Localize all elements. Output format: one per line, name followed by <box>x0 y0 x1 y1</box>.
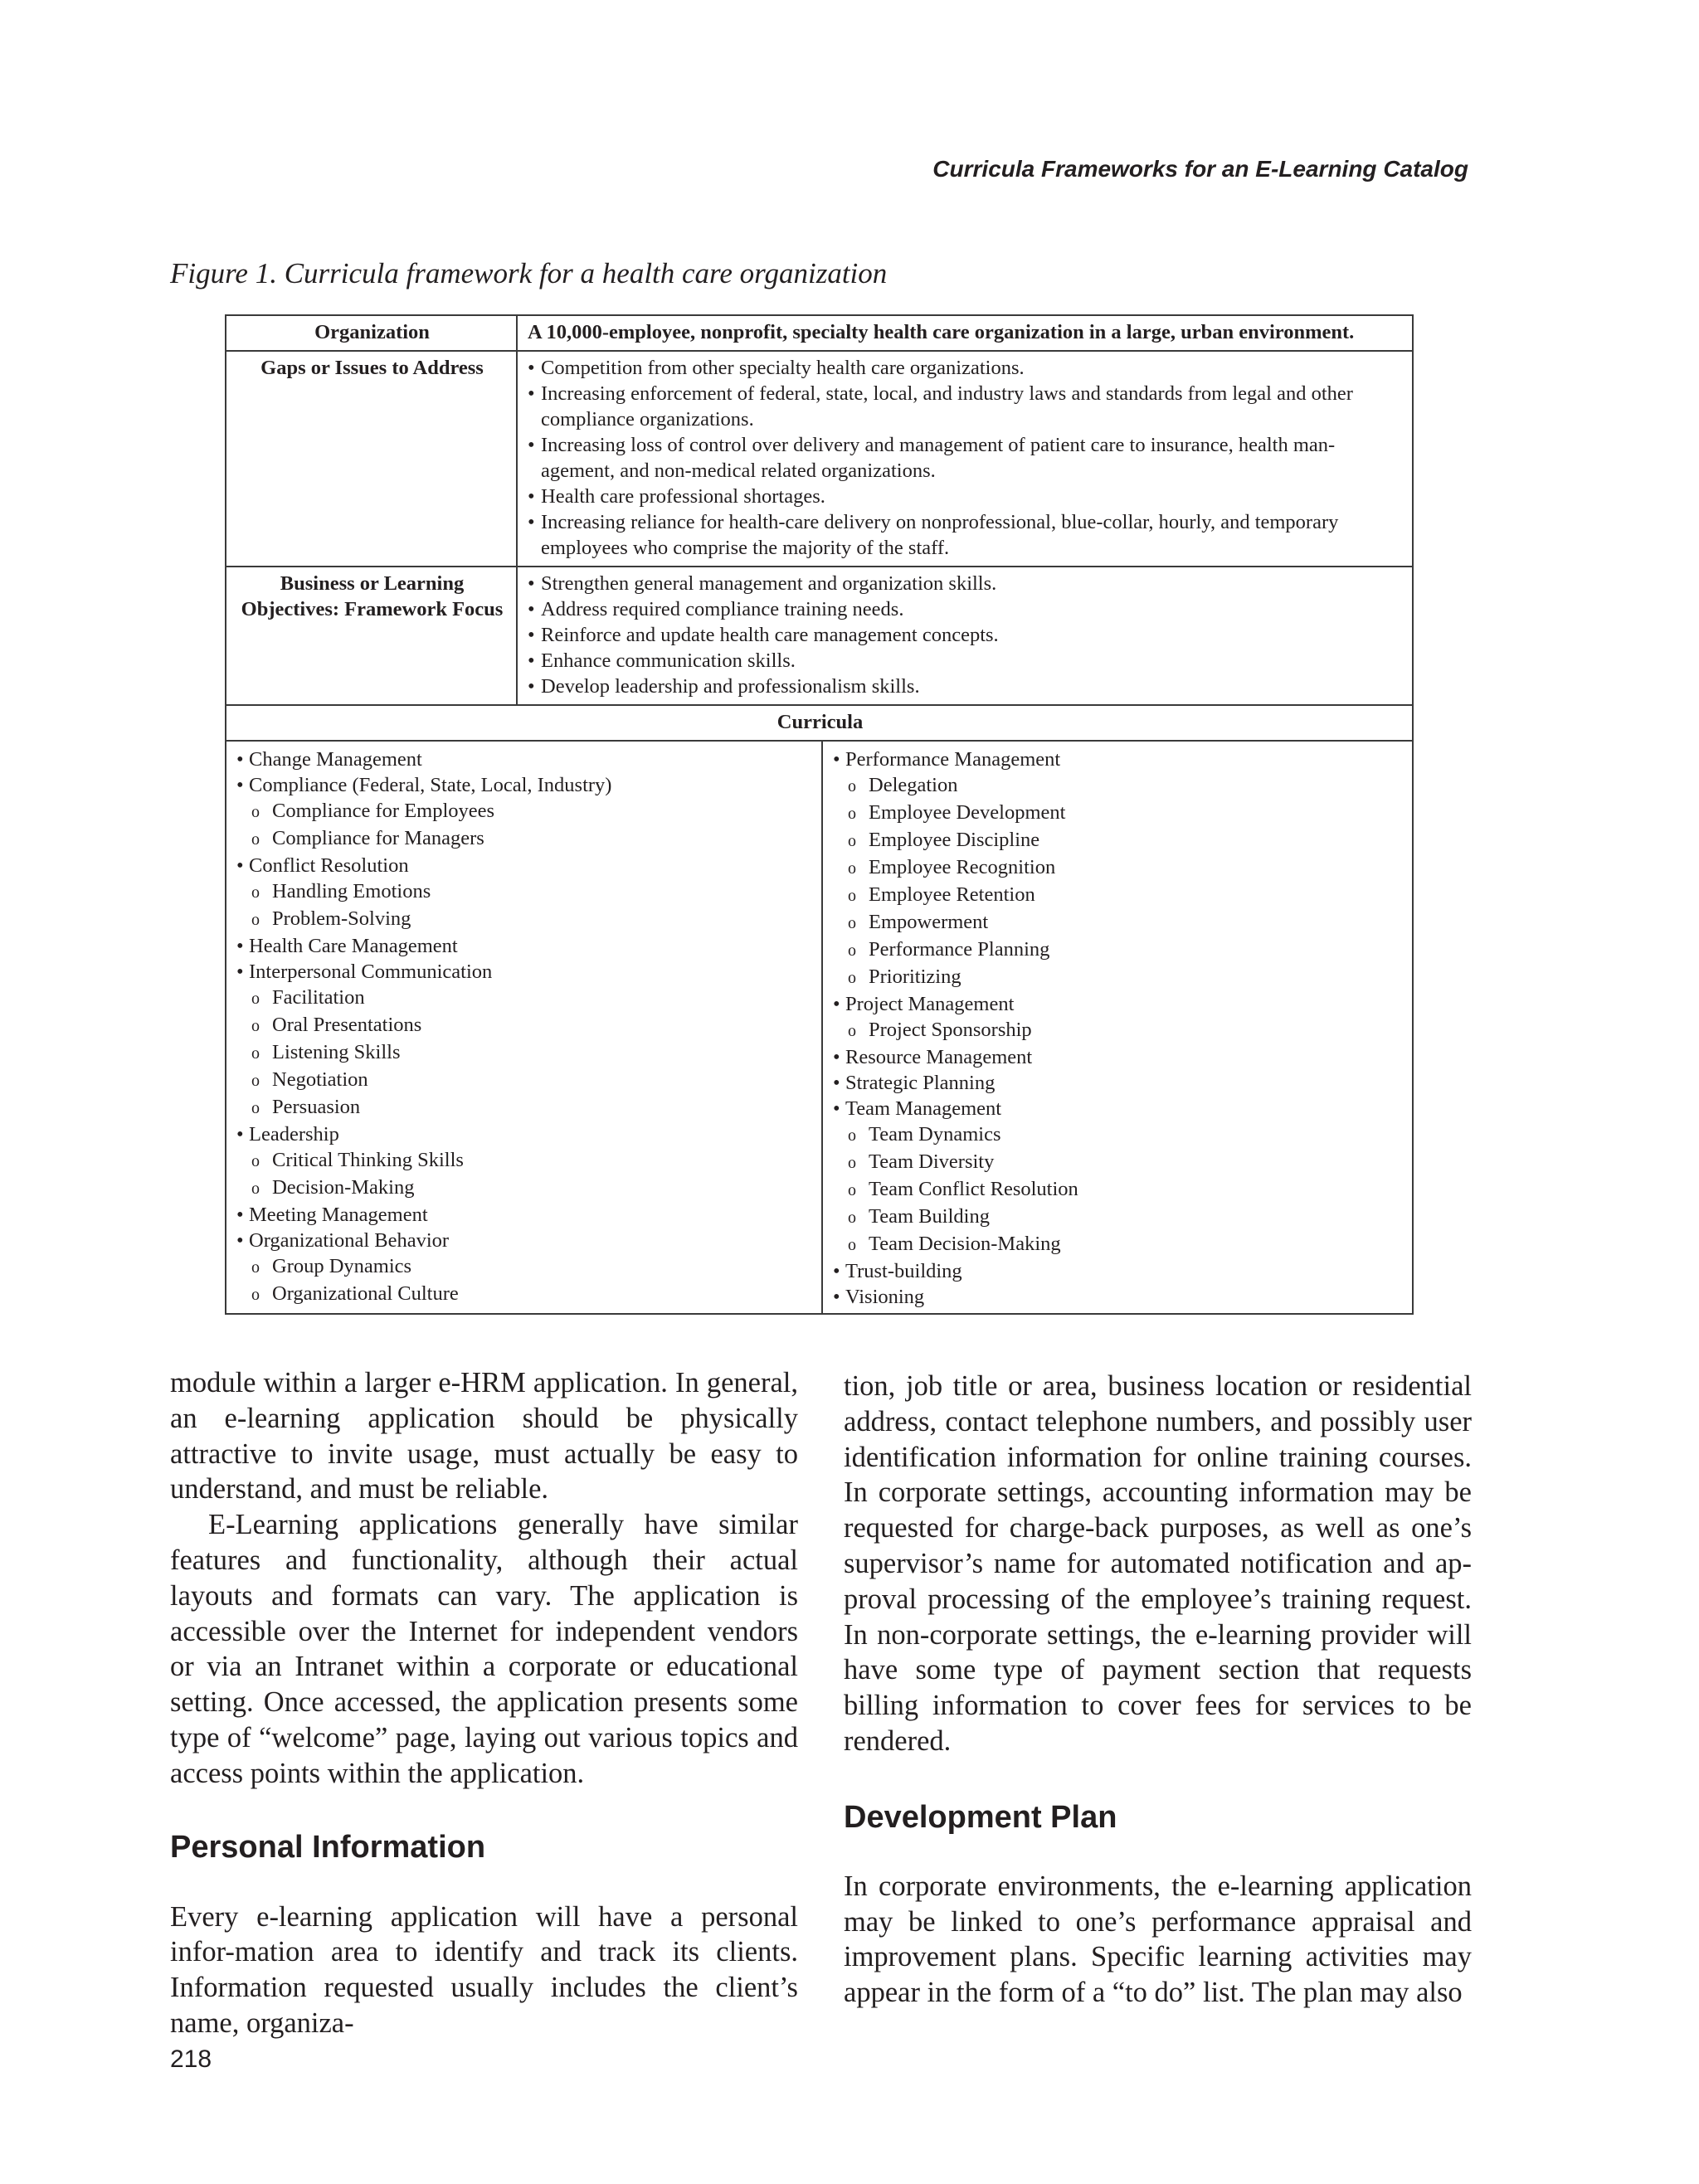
curricula-item-label: Group Dynamics <box>272 1255 412 1277</box>
figure-caption: Figure 1. Curricula framework for a health care organization <box>170 257 888 289</box>
curricula-left-list <box>236 747 813 1308</box>
curricula-item <box>833 1044 1404 1070</box>
curricula-item <box>236 985 813 1012</box>
curricula-item-label: Organizational Culture <box>272 1282 459 1305</box>
curricula-item-label: Change Management <box>249 748 422 771</box>
body-paragraph: Every e-learning application will have a personal infor-mation area to identify and track its clients. Information requested usually includes the client’s name, organiza- <box>170 1900 798 2039</box>
body-paragraph: E-Learning applications generally have similar features and functionality, although their actual layouts and formats can vary. The application is accessible over the Internet for independent vendors or via an Intranet within a corporate or educational setting. Once accessed, the application presents some type of “welcome” page, laying out various topics and access points within the application. <box>170 1509 798 1789</box>
curricula-item-label: Performance Management <box>845 748 1061 771</box>
gaps-list <box>528 355 1404 561</box>
body-paragraph: In corporate environments, the e-learning application may be linked to one’s performance appraisal and improvement plans. Specific learning activities may appear in the form of a “to do” list. The plan may also <box>844 1870 1472 2009</box>
gaps-label: Gaps or Issues to Address <box>226 351 517 567</box>
curricula-item-label: Handling Emotions <box>272 880 431 902</box>
curricula-item-label: Health Care Management <box>249 935 458 957</box>
curricula-item <box>236 1253 813 1281</box>
curricula-item-label: Leadership <box>249 1123 339 1146</box>
list-item: • Develop leadership and professionalism skills. <box>528 674 1404 699</box>
curricula-item <box>833 909 1404 936</box>
curricula-item-label: Conflict Resolution <box>249 854 409 877</box>
curricula-item-label: Employee Development <box>869 801 1066 824</box>
list-item: • Health care professional shortages. <box>528 484 1404 509</box>
curricula-item-label: Problem-Solving <box>272 907 411 930</box>
curricula-item-label: Team Building <box>869 1205 990 1228</box>
curricula-item <box>833 991 1404 1017</box>
curricula-header: Curricula <box>226 705 1413 741</box>
list-item: • Competition from other specialty health care organizations. <box>528 355 1404 381</box>
curricula-item <box>833 1284 1404 1310</box>
objectives-label: Business or Learning Objectives: Framework Focus <box>226 567 517 705</box>
running-head: Curricula Frameworks for an E-Learning Catalog <box>932 156 1468 182</box>
curricula-item-label: Compliance for Employees <box>272 800 495 822</box>
list-item: • Enhance communication skills. <box>528 648 1404 674</box>
curricula-item <box>236 772 813 798</box>
curricula-item-label: Meeting Management <box>249 1204 428 1226</box>
curricula-item-label: Decision-Making <box>272 1176 415 1199</box>
section-heading-personal-information: Personal Information <box>170 1829 486 1865</box>
list-item: • Address required compliance training needs. <box>528 596 1404 622</box>
list-item: • Strengthen general management and organization skills. <box>528 571 1404 596</box>
curricula-item-label: Resource Management <box>845 1046 1033 1068</box>
curricula-item-label: Team Dynamics <box>869 1123 1001 1146</box>
curricula-item-label: Delegation <box>869 774 958 796</box>
curricula-item <box>833 964 1404 991</box>
curricula-item <box>236 1067 813 1094</box>
body-left-column <box>170 1365 798 2041</box>
curricula-item-label: Trust-building <box>845 1260 962 1282</box>
curricula-item-label: Empowerment <box>869 911 989 933</box>
curricula-item-label: Persuasion <box>272 1096 361 1118</box>
curricula-item-label: Team Conflict Resolution <box>869 1178 1078 1200</box>
curricula-item-label: Team Diversity <box>869 1150 995 1173</box>
curricula-item <box>833 1017 1404 1044</box>
curricula-item <box>236 1228 813 1253</box>
curricula-item <box>833 827 1404 854</box>
curricula-item-label: Facilitation <box>272 986 365 1009</box>
curricula-item <box>236 853 813 878</box>
curricula-item <box>833 1096 1404 1121</box>
curricula-item <box>236 1202 813 1228</box>
curricula-item-label: Compliance (Federal, State, Local, Industry) <box>249 774 612 796</box>
curricula-framework-table <box>225 314 1414 1315</box>
curricula-item-label: Employee Recognition <box>869 856 1056 878</box>
organization-row <box>226 315 1413 351</box>
curricula-item <box>833 1121 1404 1149</box>
curricula-item <box>236 1039 813 1067</box>
curricula-item-label: Prioritizing <box>869 966 961 988</box>
gaps-cell <box>517 351 1413 567</box>
curricula-item-label: Interpersonal Communication <box>249 961 493 983</box>
curricula-item-label: Strategic Planning <box>845 1072 996 1094</box>
curricula-item <box>833 882 1404 909</box>
curricula-right-cell <box>822 741 1413 1314</box>
list-item: • Reinforce and update health care management concepts. <box>528 622 1404 648</box>
curricula-item <box>833 1176 1404 1204</box>
gaps-row <box>226 351 1413 567</box>
curricula-item-label: Project Sponsorship <box>869 1019 1032 1041</box>
curricula-row <box>226 741 1413 1314</box>
curricula-item <box>236 1175 813 1202</box>
organization-value: A 10,000-employee, nonprofit, specialty health care organization in a large, urban environment. <box>517 315 1413 351</box>
curricula-item-label: Team Decision-Making <box>869 1233 1061 1255</box>
curricula-item <box>236 933 813 959</box>
curricula-item-label: Performance Planning <box>869 938 1050 961</box>
curricula-item-label: Oral Presentations <box>272 1014 422 1036</box>
body-paragraph: tion, job title or area, business location or residential address, contact telephone numbers, and possibly user identification information for online training courses. In corporate settings, accounting information may be requested for charge-back purposes, as well as one’s supervisor’s name for automated notification and ap-proval processing of the employee’s training request. In non-corporate settings, the e-learning provider will have some type of payment section that requests billing information to cover fees for services to be rendered. <box>844 1370 1472 1757</box>
objectives-cell <box>517 567 1413 705</box>
section-heading-development-plan: Development Plan <box>844 1799 1117 1835</box>
curricula-item <box>833 854 1404 882</box>
curricula-left-cell <box>226 741 822 1314</box>
page-number: 218 <box>170 2045 212 2073</box>
curricula-item-label: Project Management <box>845 993 1015 1015</box>
curricula-item <box>236 1094 813 1121</box>
curricula-item-label: Negotiation <box>272 1068 368 1091</box>
curricula-item <box>236 1281 813 1308</box>
curricula-item <box>833 1258 1404 1284</box>
curricula-item <box>236 798 813 825</box>
curricula-item <box>236 1121 813 1147</box>
curricula-item <box>833 772 1404 800</box>
curricula-item-label: Employee Discipline <box>869 829 1040 851</box>
curricula-item-label: Compliance for Managers <box>272 827 484 849</box>
curricula-item <box>833 936 1404 964</box>
organization-label: Organization <box>226 315 517 351</box>
curricula-item <box>236 1147 813 1175</box>
curricula-item <box>236 959 813 985</box>
curricula-header-row <box>226 705 1413 741</box>
list-item: • Increasing enforcement of federal, state, local, and industry laws and standards from legal and other compliance organizations. <box>528 381 1404 432</box>
body-right-column <box>844 1369 1472 2011</box>
body-paragraph: module within a larger e-HRM application. In general, an e-learning application should be physically attractive to invite usage, must actually be easy to understand, and must be reliable. <box>170 1367 798 1505</box>
curricula-right-list <box>833 747 1404 1310</box>
curricula-item <box>236 906 813 933</box>
curricula-item-label: Listening Skills <box>272 1041 401 1063</box>
list-item: • Increasing loss of control over delivery and management of patient care to insurance, health man-agement, and non-medical related organizations. <box>528 432 1404 484</box>
curricula-item <box>833 800 1404 827</box>
curricula-item-label: Visioning <box>845 1286 925 1308</box>
curricula-item <box>236 1012 813 1039</box>
curricula-item-label: Organizational Behavior <box>249 1229 450 1252</box>
curricula-item <box>236 825 813 853</box>
curricula-item <box>833 1231 1404 1258</box>
list-item: • Increasing reliance for health-care delivery on nonprofessional, blue-collar, hourly, and temporary employees who comprise the majority of the staff. <box>528 509 1404 561</box>
curricula-item <box>236 878 813 906</box>
curricula-item <box>236 747 813 772</box>
curricula-item-label: Employee Retention <box>869 883 1035 906</box>
objectives-list <box>528 571 1404 699</box>
curricula-item <box>833 1204 1404 1231</box>
objectives-row <box>226 567 1413 705</box>
curricula-item-label: Team Management <box>845 1097 1002 1120</box>
curricula-item <box>833 1070 1404 1096</box>
curricula-item-label: Critical Thinking Skills <box>272 1149 464 1171</box>
curricula-item <box>833 747 1404 772</box>
curricula-item <box>833 1149 1404 1176</box>
